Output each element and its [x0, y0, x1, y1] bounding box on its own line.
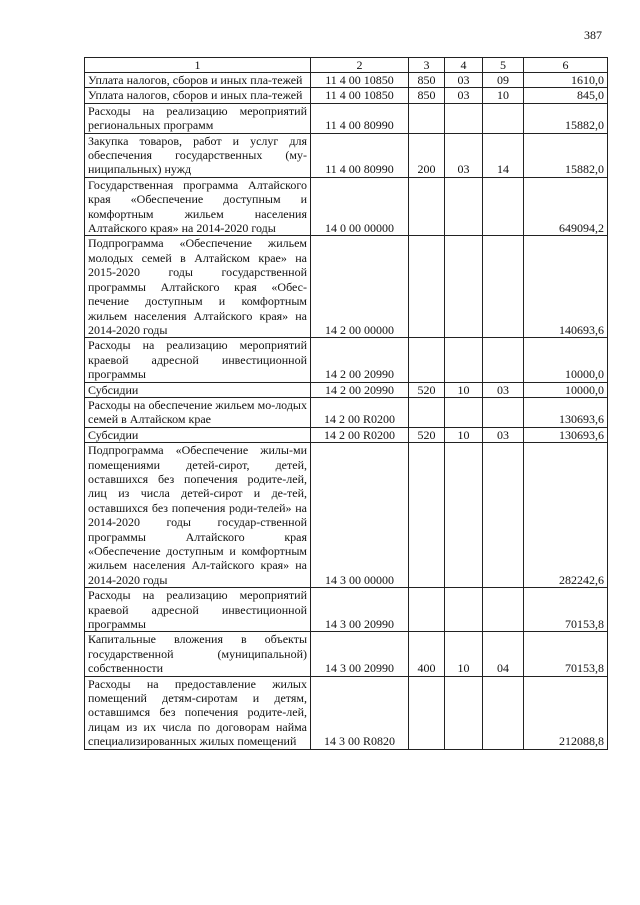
row-expense-type: 850 [409, 88, 445, 103]
row-amount: 130693,6 [524, 427, 608, 442]
table-row [85, 103, 608, 133]
row-name: Расходы на обеспечение жильем мо-лодых семей в Алтайском крае [85, 397, 311, 427]
row-name: Подпрограмма «Обеспечение жилы-ми помещениями детей-сирот, детей, оставшихся без попечения родите-лей, лиц из числа детей-сирот и де-тей, оставшихся без попечения роди-телей» на 2014-2020 годы государ-ственной программы Алтайского края «Обеспечение доступным и комфортным жильем населения Ал-тайского края» на 2014-2020 годы [85, 443, 311, 588]
table-row [85, 443, 608, 588]
row-expense-type [409, 338, 445, 382]
column-header: 4 [445, 58, 483, 73]
table-row [85, 133, 608, 177]
row-code: 14 2 00 00000 [311, 236, 409, 338]
row-section: 10 [445, 382, 483, 397]
row-name: Субсидии [85, 382, 311, 397]
row-subsection: 10 [483, 88, 524, 103]
row-subsection: 14 [483, 133, 524, 177]
row-name: Государственная программа Алтайского края «Обеспечение доступным и комфортным жильем населения Алтайского края» на 2014-2020 годы [85, 177, 311, 236]
row-amount: 140693,6 [524, 236, 608, 338]
row-code: 14 3 00 00000 [311, 443, 409, 588]
row-expense-type [409, 177, 445, 236]
table-row [85, 88, 608, 103]
row-amount: 845,0 [524, 88, 608, 103]
row-section: 10 [445, 632, 483, 676]
row-code: 14 2 00 20990 [311, 338, 409, 382]
row-amount: 70153,8 [524, 632, 608, 676]
budget-table [84, 57, 608, 750]
row-section [445, 443, 483, 588]
row-section [445, 177, 483, 236]
row-name: Капитальные вложения в объекты государственной (муниципальной) собственности [85, 632, 311, 676]
table-row [85, 73, 608, 88]
row-amount: 212088,8 [524, 676, 608, 749]
row-code: 14 3 00 R0820 [311, 676, 409, 749]
row-subsection [483, 397, 524, 427]
row-expense-type: 400 [409, 632, 445, 676]
row-amount: 15882,0 [524, 103, 608, 133]
column-header: 5 [483, 58, 524, 73]
row-subsection: 09 [483, 73, 524, 88]
row-expense-type: 520 [409, 427, 445, 442]
table-row [85, 177, 608, 236]
row-code: 11 4 00 10850 [311, 73, 409, 88]
table-row [85, 236, 608, 338]
row-expense-type [409, 397, 445, 427]
row-subsection: 03 [483, 427, 524, 442]
row-section [445, 676, 483, 749]
row-name: Субсидии [85, 427, 311, 442]
row-expense-type [409, 443, 445, 588]
column-header: 3 [409, 58, 445, 73]
row-subsection [483, 177, 524, 236]
row-subsection [483, 103, 524, 133]
table-row [85, 338, 608, 382]
row-code: 14 3 00 20990 [311, 588, 409, 632]
row-expense-type [409, 236, 445, 338]
row-name: Уплата налогов, сборов и иных пла-тежей [85, 88, 311, 103]
table-row [85, 427, 608, 442]
row-name: Подпрограмма «Обеспечение жильем молодых семей в Алтайском крае» на 2015-2020 годы государственной программы Алтайского края «Обес-печение доступным и комфортным жильем населения Алтайского края» на 2014-2020 годы [85, 236, 311, 338]
table-row [85, 588, 608, 632]
row-subsection [483, 338, 524, 382]
table-row [85, 676, 608, 749]
row-name: Закупка товаров, работ и услуг для обеспечения государственных (му-ниципальных) нужд [85, 133, 311, 177]
row-code: 14 0 00 00000 [311, 177, 409, 236]
row-expense-type: 520 [409, 382, 445, 397]
row-code: 11 4 00 80990 [311, 103, 409, 133]
row-amount: 130693,6 [524, 397, 608, 427]
row-section [445, 338, 483, 382]
row-code: 14 2 00 R0200 [311, 427, 409, 442]
row-section: 03 [445, 73, 483, 88]
row-subsection: 04 [483, 632, 524, 676]
row-expense-type: 200 [409, 133, 445, 177]
table-row [85, 632, 608, 676]
row-subsection [483, 676, 524, 749]
column-header: 1 [85, 58, 311, 73]
row-code: 14 2 00 R0200 [311, 397, 409, 427]
row-name: Уплата налогов, сборов и иных пла-тежей [85, 73, 311, 88]
row-name: Расходы на реализацию мероприятий краевой адресной инвестиционной программы [85, 338, 311, 382]
row-code: 14 3 00 20990 [311, 632, 409, 676]
table-header-row [85, 58, 608, 73]
column-header: 2 [311, 58, 409, 73]
row-subsection: 03 [483, 382, 524, 397]
row-expense-type [409, 588, 445, 632]
row-expense-type [409, 676, 445, 749]
row-amount: 1610,0 [524, 73, 608, 88]
row-name: Расходы на реализацию мероприятий региональных программ [85, 103, 311, 133]
row-amount: 649094,2 [524, 177, 608, 236]
row-code: 11 4 00 80990 [311, 133, 409, 177]
row-section: 03 [445, 88, 483, 103]
row-section: 10 [445, 427, 483, 442]
row-subsection [483, 236, 524, 338]
row-name: Расходы на предоставление жилых помещений детям-сиротам и детям, оставшимся без попечения родите-лей, лицам из их числа по договорам найма специализированных жилых помещений [85, 676, 311, 749]
row-subsection [483, 588, 524, 632]
row-code: 11 4 00 10850 [311, 88, 409, 103]
row-name: Расходы на реализацию мероприятий краевой адресной инвестиционной программы [85, 588, 311, 632]
row-section [445, 588, 483, 632]
row-expense-type [409, 103, 445, 133]
page-number: 387 [584, 28, 602, 42]
row-amount: 282242,6 [524, 443, 608, 588]
row-expense-type: 850 [409, 73, 445, 88]
row-section [445, 397, 483, 427]
row-amount: 10000,0 [524, 382, 608, 397]
row-amount: 70153,8 [524, 588, 608, 632]
row-section [445, 103, 483, 133]
row-section [445, 236, 483, 338]
row-subsection [483, 443, 524, 588]
row-code: 14 2 00 20990 [311, 382, 409, 397]
column-header: 6 [524, 58, 608, 73]
row-amount: 15882,0 [524, 133, 608, 177]
table-row [85, 397, 608, 427]
row-amount: 10000,0 [524, 338, 608, 382]
table-row [85, 382, 608, 397]
row-section: 03 [445, 133, 483, 177]
